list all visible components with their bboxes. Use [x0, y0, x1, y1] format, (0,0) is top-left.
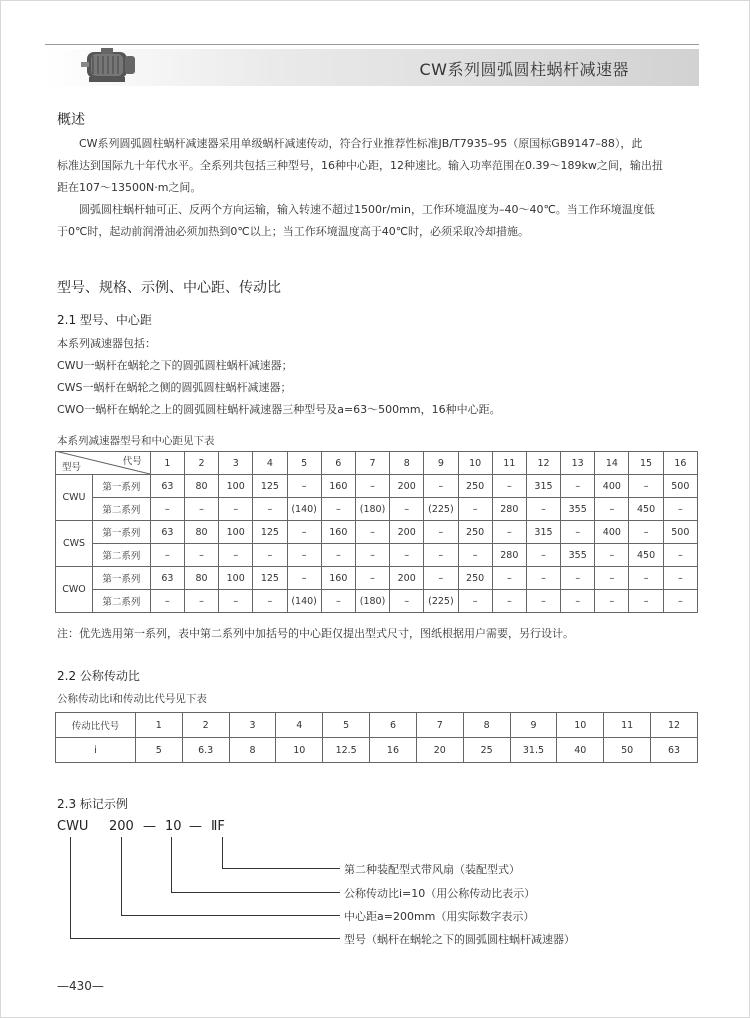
- table1-series-cell: 第二系列: [92, 498, 150, 521]
- table1-series-cell: 第二系列: [92, 590, 150, 613]
- table1-corner-diagonal: [55, 451, 150, 474]
- section2-heading: 型号、规格、示例、中心距、传动比: [57, 280, 281, 296]
- leader-v-center: [121, 837, 122, 916]
- table1-code-header: 3: [219, 452, 253, 475]
- table1-value-cell: 250: [458, 475, 492, 498]
- marking-desc-assembly: 第二种装配型式带风扇（装配型式）: [344, 863, 520, 876]
- table1-row: [56, 475, 698, 498]
- table1-code-header: 10: [458, 452, 492, 475]
- marking-dash-2: —: [189, 819, 202, 834]
- table1-note: 注：优先选用第一系列，表中第二系列中加括号的中心距仅提出型式尺寸，图纸根据用户需要，另行设计。: [57, 627, 574, 640]
- table1-code-header: 5: [287, 452, 321, 475]
- table1-code-header: 14: [595, 452, 629, 475]
- table1-value-cell: –: [150, 498, 184, 521]
- table1-value-cell: (225): [424, 590, 458, 613]
- table1-value-cell: –: [424, 521, 458, 544]
- table2-code-cell: 7: [416, 713, 463, 738]
- table2-row-label: i: [56, 738, 136, 763]
- table2-ratio-cell: 16: [370, 738, 417, 763]
- table1-value-cell: 100: [219, 521, 253, 544]
- table1-row: [56, 521, 698, 544]
- marking-model: CWU: [57, 819, 89, 834]
- table1-value-cell: –: [492, 521, 526, 544]
- table1-value-cell: 250: [458, 567, 492, 590]
- table1-value-cell: 63: [150, 475, 184, 498]
- table1-value-cell: 400: [595, 475, 629, 498]
- table1-value-cell: 400: [595, 521, 629, 544]
- table1-row: [56, 590, 698, 613]
- table2-ratio-cell: 31.5: [510, 738, 557, 763]
- table1-series-cell: 第二系列: [92, 544, 150, 567]
- table1-value-cell: 100: [219, 567, 253, 590]
- table1-value-cell: 200: [390, 567, 424, 590]
- table1-value-cell: –: [355, 567, 389, 590]
- table1-value-cell: –: [253, 544, 287, 567]
- table1-value-cell: –: [492, 567, 526, 590]
- table1-row: [56, 567, 698, 590]
- table1-caption: 本系列减速器型号和中心距见下表: [57, 435, 215, 447]
- table1-value-cell: –: [184, 544, 218, 567]
- table1-value-cell: –: [629, 475, 663, 498]
- section22-title: 2.2 公称传动比: [57, 669, 140, 683]
- table1-corner-model: 型号: [62, 462, 82, 473]
- table1-value-cell: –: [184, 498, 218, 521]
- table1-code-header: 4: [253, 452, 287, 475]
- table1-value-cell: 80: [184, 567, 218, 590]
- table1-value-cell: –: [321, 544, 355, 567]
- marking-desc-ratio: 公称传动比i=10（用公称传动比表示）: [344, 887, 536, 900]
- table1-value-cell: 250: [458, 521, 492, 544]
- table1-series-cell: 第一系列: [92, 521, 150, 544]
- table1-value-cell: –: [629, 521, 663, 544]
- table1-value-cell: –: [321, 498, 355, 521]
- table1-value-cell: –: [321, 590, 355, 613]
- table2-code-cell: 4: [276, 713, 323, 738]
- table1-value-cell: –: [184, 590, 218, 613]
- table1-value-cell: –: [492, 475, 526, 498]
- table1-value-cell: –: [629, 590, 663, 613]
- table1-value-cell: –: [663, 544, 697, 567]
- marking-desc-center: 中心距a=200mm（用实际数字表示）: [344, 910, 535, 923]
- table1-value-cell: –: [355, 475, 389, 498]
- table1-value-cell: –: [663, 498, 697, 521]
- table1-value-cell: 80: [184, 475, 218, 498]
- table1-value-cell: 450: [629, 544, 663, 567]
- table2-code-row: [56, 713, 698, 738]
- table1-value-cell: –: [287, 475, 321, 498]
- table2-code-cell: 12: [651, 713, 698, 738]
- table1-value-cell: –: [219, 498, 253, 521]
- table1-value-cell: –: [595, 498, 629, 521]
- table1-value-cell: –: [458, 544, 492, 567]
- table1-value-cell: –: [219, 544, 253, 567]
- overview-p2-line1: 圆弧圆柱蜗杆轴可正、反两个方向运输，输入转速不超过1500r/min，工作环境温度为–40～40℃。当工作环境温度低: [79, 203, 655, 216]
- table2-code-cell: 11: [604, 713, 651, 738]
- ratio-table: [55, 712, 698, 763]
- table1-value-cell: 500: [663, 521, 697, 544]
- overview-p2-line2: 于0℃时，起动前润滑油必须加热到0℃以上；当工作环境温度高于40℃时，必须采取冷却措施。: [57, 225, 530, 238]
- page-number: —430—: [57, 979, 104, 993]
- section21-cwu: CWU一蜗杆在蜗轮之下的圆弧圆柱蜗杆减速器；: [57, 359, 293, 372]
- marking-ratio: 10: [165, 819, 182, 834]
- section23-title: 2.3 标记示例: [57, 797, 128, 811]
- table1-value-cell: –: [526, 590, 560, 613]
- leader-v-assembly: [222, 837, 223, 869]
- overview-p1-line3: 距在107～13500N·m之间。: [57, 181, 202, 194]
- table1-code-header: 8: [390, 452, 424, 475]
- table1-value-cell: –: [561, 590, 595, 613]
- table1-series-cell: 第一系列: [92, 475, 150, 498]
- table1-value-cell: 200: [390, 521, 424, 544]
- table1-code-header: 11: [492, 452, 526, 475]
- marking-dash-1: —: [143, 819, 156, 834]
- table1-value-cell: –: [390, 498, 424, 521]
- table1-value-cell: –: [629, 567, 663, 590]
- section21-title: 2.1 型号、中心距: [57, 313, 152, 327]
- table1-value-cell: –: [150, 590, 184, 613]
- table1-value-cell: –: [253, 590, 287, 613]
- table1-value-cell: –: [424, 567, 458, 590]
- table1-value-cell: 125: [253, 475, 287, 498]
- header-title: CW系列圆弧圆柱蜗杆减速器: [419, 60, 629, 79]
- table1-value-cell: –: [526, 567, 560, 590]
- table1-model-cell: CWU: [56, 475, 93, 521]
- table1-value-cell: 125: [253, 567, 287, 590]
- table1-value-cell: (225): [424, 498, 458, 521]
- table1-value-cell: 355: [561, 544, 595, 567]
- table1-code-header: 12: [526, 452, 560, 475]
- table2-caption: 公称传动比i和传动比代号见下表: [57, 693, 207, 705]
- table2-code-cell: 2: [182, 713, 229, 738]
- table2-code-cell: 8: [463, 713, 510, 738]
- table1-value-cell: 63: [150, 567, 184, 590]
- table1-value-cell: 500: [663, 475, 697, 498]
- table1-code-header: 7: [355, 452, 389, 475]
- table1-value-cell: 280: [492, 544, 526, 567]
- table1-corner-code: 代号: [122, 456, 142, 467]
- table2-code-cell: 6: [370, 713, 417, 738]
- table1-code-header: 2: [184, 452, 218, 475]
- table1-value-cell: –: [287, 544, 321, 567]
- overview-p1-line2: 标准达到国际九十年代水平。全系列共包括三种型号，16种中心距，12种速比。输入功率范围在0.39～189kw之间，输出扭: [57, 159, 663, 172]
- table1-value-cell: 315: [526, 475, 560, 498]
- table2-code-cell: 1: [135, 713, 182, 738]
- leader-v-model: [70, 837, 71, 939]
- table2-ratio-cell: 40: [557, 738, 604, 763]
- section21-cws: CWS一蜗杆在蜗轮之侧的圆弧圆柱蜗杆减速器；: [57, 381, 292, 394]
- table1-value-cell: –: [561, 475, 595, 498]
- table1-value-cell: 160: [321, 567, 355, 590]
- table1-header-row: [56, 452, 698, 475]
- table2-ratio-cell: 20: [416, 738, 463, 763]
- table1-model-cell: CWO: [56, 567, 93, 613]
- table1-value-cell: –: [526, 498, 560, 521]
- table2-ratio-cell: 63: [651, 738, 698, 763]
- table1-value-cell: (140): [287, 498, 321, 521]
- table1-row: [56, 544, 698, 567]
- table1-value-cell: –: [492, 590, 526, 613]
- table1-value-cell: 450: [629, 498, 663, 521]
- table1-series-cell: 第一系列: [92, 567, 150, 590]
- marking-center-distance: 200: [109, 819, 134, 834]
- leader-h-assembly: [222, 868, 340, 869]
- table1-code-header: 13: [561, 452, 595, 475]
- table1-value-cell: –: [595, 544, 629, 567]
- section21-intro: 本系列减速器包括：: [57, 337, 156, 350]
- table1-row: [56, 498, 698, 521]
- leader-v-ratio: [171, 837, 172, 893]
- overview-p1-line1: CW系列圆弧圆柱蜗杆减速器采用单级蜗杆减速传动，符合行业推荐性标准JB/T7935–95（原国标GB9147–88），此: [79, 137, 643, 150]
- table1-code-header: 6: [321, 452, 355, 475]
- table1-value-cell: –: [219, 590, 253, 613]
- overview-heading: 概述: [57, 112, 85, 128]
- leader-h-model: [70, 938, 340, 939]
- table2-ratio-cell: 10: [276, 738, 323, 763]
- table1-value-cell: 160: [321, 475, 355, 498]
- table1-value-cell: –: [526, 544, 560, 567]
- table1-value-cell: 315: [526, 521, 560, 544]
- table1-code-header: 16: [663, 452, 697, 475]
- table1-code-header: 15: [629, 452, 663, 475]
- table2-ratio-row: [56, 738, 698, 763]
- marking-desc-model: 型号（蜗杆在蜗轮之下的圆弧圆柱蜗杆减速器）: [344, 933, 575, 946]
- table2-ratio-cell: 25: [463, 738, 510, 763]
- table2-ratio-cell: 6.3: [182, 738, 229, 763]
- table1-value-cell: (180): [355, 590, 389, 613]
- table2-ratio-cell: 50: [604, 738, 651, 763]
- table1-value-cell: (140): [287, 590, 321, 613]
- table1-value-cell: –: [458, 590, 492, 613]
- table1-value-cell: –: [287, 521, 321, 544]
- table1-value-cell: 100: [219, 475, 253, 498]
- table1-value-cell: –: [355, 544, 389, 567]
- table1-value-cell: –: [458, 498, 492, 521]
- leader-h-ratio: [171, 892, 340, 893]
- table1-value-cell: –: [595, 590, 629, 613]
- table1-value-cell: –: [355, 521, 389, 544]
- table1-value-cell: 200: [390, 475, 424, 498]
- marking-assembly: ⅡF: [211, 819, 225, 834]
- table1-value-cell: 280: [492, 498, 526, 521]
- table2-ratio-cell: 5: [135, 738, 182, 763]
- table1-model-cell: CWS: [56, 521, 93, 567]
- table1-value-cell: 125: [253, 521, 287, 544]
- table1-value-cell: –: [253, 498, 287, 521]
- table2-code-cell: 9: [510, 713, 557, 738]
- table1-code-header: 9: [424, 452, 458, 475]
- table1-value-cell: –: [424, 475, 458, 498]
- motor-illustration: [79, 46, 141, 84]
- table1-value-cell: –: [561, 567, 595, 590]
- leader-h-center: [121, 915, 340, 916]
- table2-code-cell: 5: [323, 713, 370, 738]
- table1-value-cell: –: [150, 544, 184, 567]
- table1-code-header: 1: [150, 452, 184, 475]
- header-rule: [45, 44, 699, 45]
- table1-value-cell: –: [424, 544, 458, 567]
- table1-value-cell: –: [663, 590, 697, 613]
- table1-value-cell: –: [561, 521, 595, 544]
- table2-code-cell: 10: [557, 713, 604, 738]
- table1-value-cell: –: [287, 567, 321, 590]
- table1-value-cell: 80: [184, 521, 218, 544]
- table1-value-cell: 63: [150, 521, 184, 544]
- table2-ratio-cell: 8: [229, 738, 276, 763]
- table1-value-cell: –: [663, 567, 697, 590]
- table1-value-cell: (180): [355, 498, 389, 521]
- section21-cwo: CWO一蜗杆在蜗轮之上的圆弧圆柱蜗杆减速器三种型号及a=63～500mm，16种中心距。: [57, 403, 501, 416]
- table1-value-cell: –: [390, 590, 424, 613]
- table2-ratio-cell: 12.5: [323, 738, 370, 763]
- table2-code-cell: 3: [229, 713, 276, 738]
- table1-value-cell: –: [595, 567, 629, 590]
- table1-value-cell: –: [390, 544, 424, 567]
- table1-value-cell: 160: [321, 521, 355, 544]
- table1-value-cell: 355: [561, 498, 595, 521]
- table2-row-label: 传动比代号: [56, 713, 136, 738]
- center-distance-table: [55, 451, 698, 613]
